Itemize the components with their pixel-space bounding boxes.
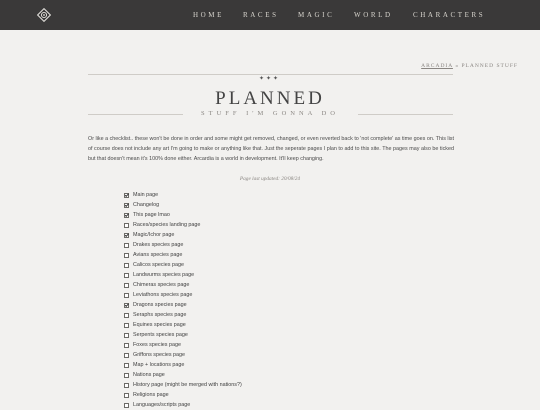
checklist-item xyxy=(124,320,242,330)
checkbox-empty-icon[interactable] xyxy=(124,383,129,388)
checklist-item-label: Languages/scripts page xyxy=(133,402,191,408)
checklist-item-label: Changelog xyxy=(133,202,160,208)
checklist-item xyxy=(124,340,242,350)
checklist-item-label: Magic/Ichor page xyxy=(133,232,175,238)
checklist-item-label: Races/species landing page xyxy=(133,222,201,228)
checklist-item xyxy=(124,370,242,380)
checklist-item xyxy=(124,360,242,370)
checkbox-empty-icon[interactable] xyxy=(124,283,129,288)
checkbox-empty-icon[interactable] xyxy=(124,243,129,248)
nav-home[interactable]: HOME xyxy=(193,11,225,19)
checkbox-checked-icon[interactable] xyxy=(124,213,129,218)
checklist-item xyxy=(124,200,242,210)
checklist-item xyxy=(124,260,242,270)
divider-ornament-icon: ✦✦✦ xyxy=(259,76,281,82)
breadcrumb-separator: » xyxy=(455,63,460,69)
checkbox-empty-icon[interactable] xyxy=(124,313,129,318)
checkbox-empty-icon[interactable] xyxy=(124,263,129,268)
nav-world[interactable]: WORLD xyxy=(354,11,393,19)
checklist-item-label: Griffons species page xyxy=(133,352,186,358)
checklist-item-label: This page lmao xyxy=(133,212,170,218)
top-navigation-bar xyxy=(0,0,540,30)
checkbox-empty-icon[interactable] xyxy=(124,223,129,228)
checklist-item xyxy=(124,290,242,300)
checklist-item xyxy=(124,390,242,400)
checklist-item xyxy=(124,330,242,340)
checkbox-empty-icon[interactable] xyxy=(124,393,129,398)
checkbox-empty-icon[interactable] xyxy=(124,353,129,358)
checklist-item xyxy=(124,400,242,410)
checkbox-checked-icon[interactable] xyxy=(124,303,129,308)
checkbox-checked-icon[interactable] xyxy=(124,193,129,198)
checklist-item-label: Seraphs species page xyxy=(133,312,187,318)
checklist-item-label: Map + locations page xyxy=(133,362,185,368)
checkbox-empty-icon[interactable] xyxy=(124,273,129,278)
checklist-item-label: Calicos species page xyxy=(133,262,184,268)
checklist-item-label: Equines species page xyxy=(133,322,186,328)
checklist-item xyxy=(124,310,242,320)
page-title: PLANNED xyxy=(215,88,325,109)
nav-races[interactable]: RACES xyxy=(243,11,279,19)
checklist-item xyxy=(124,270,242,280)
checkbox-empty-icon[interactable] xyxy=(124,293,129,298)
checklist-item-label: Landwurms species page xyxy=(133,272,195,278)
checklist-item-label: Leviathons species page xyxy=(133,292,193,298)
checklist-item xyxy=(124,240,242,250)
checkbox-empty-icon[interactable] xyxy=(124,373,129,378)
checklist-item xyxy=(124,280,242,290)
subtitle-rule-right xyxy=(358,114,453,115)
checkbox-empty-icon[interactable] xyxy=(124,323,129,328)
checklist-item xyxy=(124,220,242,230)
checklist-item-label: Religions page xyxy=(133,392,169,398)
checkbox-empty-icon[interactable] xyxy=(124,363,129,368)
nav-magic[interactable]: MAGIC xyxy=(298,11,335,19)
checklist-item-label: Drakes species page xyxy=(133,242,184,248)
checklist-item xyxy=(124,210,242,220)
checklist-item xyxy=(124,350,242,360)
planned-checklist xyxy=(124,190,242,410)
checklist-item-label: Foxes species page xyxy=(133,342,181,348)
breadcrumb xyxy=(421,63,518,69)
page-subtitle: STUFF I'M GONNA DO xyxy=(201,110,339,117)
last-updated-note: Page last updated: 20/08/24 xyxy=(239,176,301,182)
checkbox-checked-icon[interactable] xyxy=(124,203,129,208)
checklist-item-label: Main page xyxy=(133,192,159,198)
intro-paragraph: Or like a checklist.. these won't be done in order and some might get removed, changed, or even reverted back to 'not complete' as time goes on. This list of course does not include any art I'm going to make or anything like that. Just the seperate pages I plan to add to this site. The pages may also be ticked but that doesn't mean it's 100% done either. Arcardia is a world in development. It'll keep changing. xyxy=(88,136,454,163)
checklist-item-label: Avians species page xyxy=(133,252,183,258)
checklist-item xyxy=(124,300,242,310)
checklist-item-label: History page (might be merged with nations?) xyxy=(133,382,242,388)
checklist-item xyxy=(124,230,242,240)
checklist-item xyxy=(124,190,242,200)
breadcrumb-current: PLANNED STUFF xyxy=(461,63,518,69)
site-logo-icon[interactable] xyxy=(37,8,51,22)
checkbox-empty-icon[interactable] xyxy=(124,253,129,258)
checklist-item-label: Dragons species page xyxy=(133,302,187,308)
nav-characters[interactable]: CHARACTERS xyxy=(413,11,486,19)
checkbox-empty-icon[interactable] xyxy=(124,333,129,338)
checklist-item-label: Nations page xyxy=(133,372,165,378)
checklist-item xyxy=(124,250,242,260)
checkbox-empty-icon[interactable] xyxy=(124,343,129,348)
checklist-item-label: Serpents species page xyxy=(133,332,188,338)
checklist-item xyxy=(124,380,242,390)
checklist-item-label: Chimeras species page xyxy=(133,282,190,288)
checkbox-empty-icon[interactable] xyxy=(124,403,129,408)
checkbox-checked-icon[interactable] xyxy=(124,233,129,238)
breadcrumb-root-link[interactable]: ARCADIA xyxy=(421,63,453,69)
